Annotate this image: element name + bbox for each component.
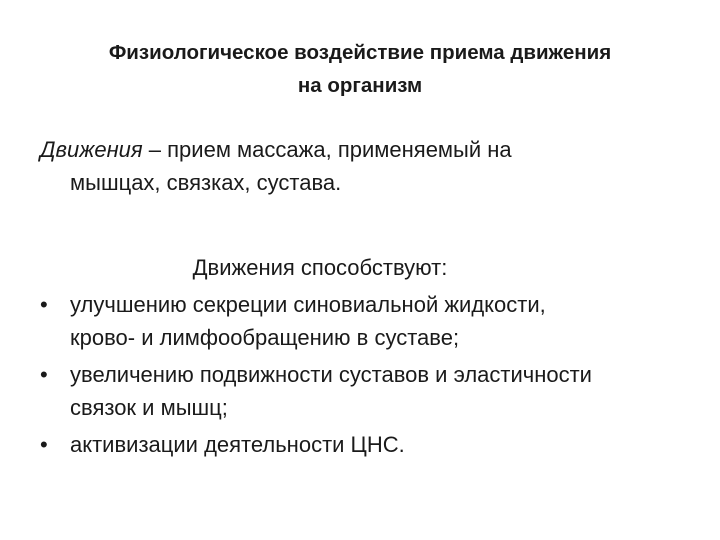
list-item-line-1: активизации деятельности ЦНС. (70, 432, 405, 457)
definition-paragraph (40, 133, 690, 199)
definition-text: – прием массажа, применяемый на (142, 137, 512, 162)
list-item (40, 358, 700, 424)
list-item-line-1: увеличению подвижности суставов и эластичности (70, 362, 592, 387)
list-item-line-2: связок и мышц; (70, 395, 228, 420)
slide-title (40, 36, 680, 102)
definition-term: Движения (40, 137, 143, 162)
list-item (40, 428, 700, 461)
bullet-list (40, 288, 700, 465)
bullet-icon: • (40, 362, 48, 387)
bullet-icon: • (40, 432, 48, 457)
list-item-line-1: улучшению секреции синовиальной жидкости, (70, 292, 546, 317)
title-line-2: на организм (297, 74, 423, 97)
bullet-icon: • (40, 292, 48, 317)
title-line-1: Физиологическое воздействие приема движения (108, 41, 612, 64)
list-item (40, 288, 700, 354)
list-item-line-2: крово- и лимфообращению в суставе; (70, 325, 460, 350)
list-heading: Движения способствуют: (192, 255, 448, 280)
definition-continuation: мышцах, связках, сустава. (70, 170, 342, 195)
